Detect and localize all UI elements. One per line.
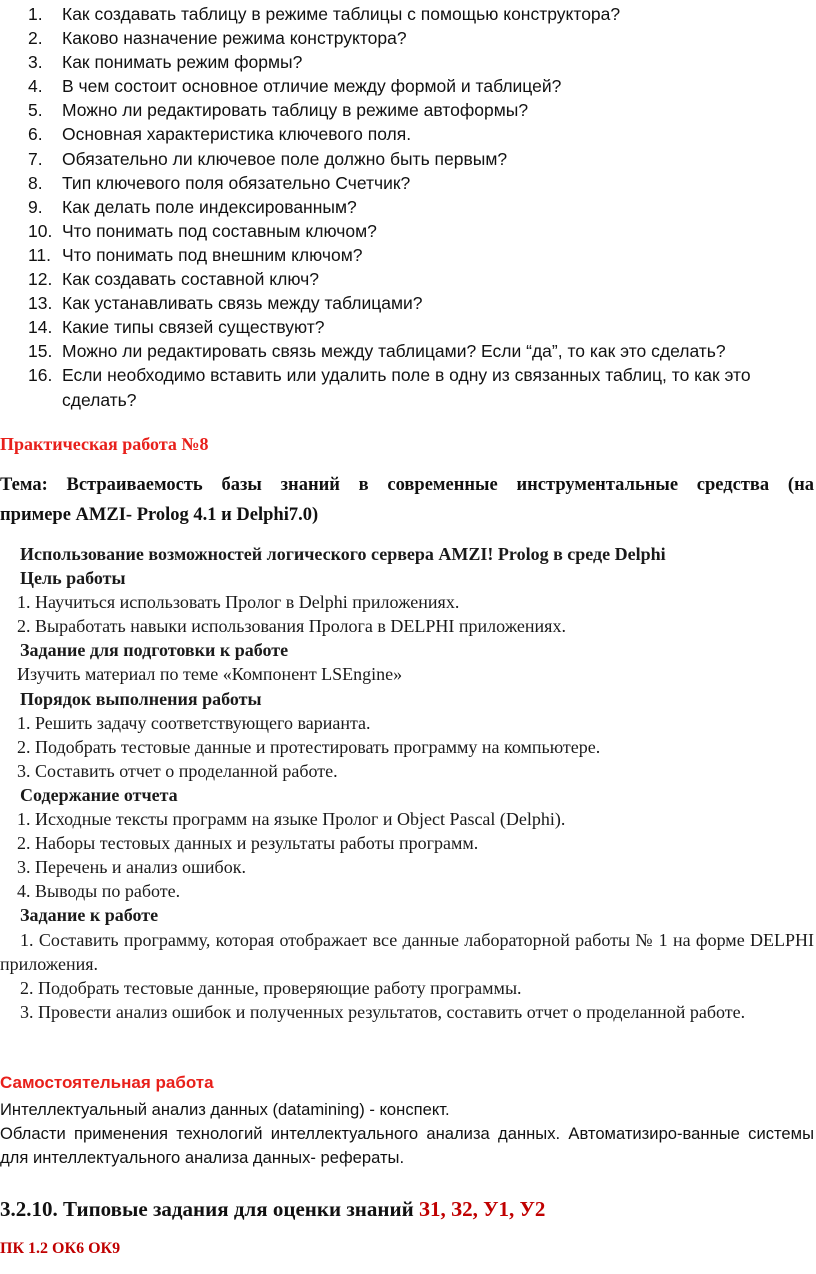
question-number: 11. [28,244,52,265]
question-number: 12. [28,269,53,290]
report-item: 2. Наборы тестовых данных и результаты работы программ. [17,833,479,854]
practical-work-title: Практическая работа №8 [0,434,209,454]
question-text: Тип ключевого поля обязательно Счетчик? [62,172,411,193]
question-number: 13. [28,293,53,314]
report-item: 3. Перечень и анализ ошибок. [17,857,246,878]
question-item [28,339,814,363]
independent-work-title: Самостоятельная работа [0,1073,214,1092]
question-text: Как создавать таблицу в режиме таблицы с помощью конструктора? [62,4,621,24]
question-item [28,363,814,411]
question-number: 2. [28,28,43,49]
order-item: 3. Составить отчет о проделанной работе. [17,760,338,781]
question-text: Если необходимо вставить или удалить поле в одну из связанных таблиц, то как это сделать? [62,365,751,410]
question-item [28,291,814,315]
section-codes: З1, З2, У1, У2 [418,1197,546,1221]
question-text: Что понимать под внешним ключом? [62,244,363,265]
report-heading: Содержание отчета [20,784,178,805]
question-item [28,122,814,146]
task-item: 3. Провести анализ ошибок и полученных результатов, составить отчет о проделанной работе. [20,1001,746,1022]
report-item: 1. Исходные тексты программ на языке Пролог и Object Pascal (Delphi). [17,809,566,830]
prep-text: Изучить материал по теме «Компонент LSEngine» [17,664,403,685]
question-item [28,195,814,219]
task-item: 2. Подобрать тестовые данные, проверяющие работу программы. [20,977,522,998]
practical-work-body [0,542,814,1024]
question-number: 9. [28,196,43,217]
prep-heading: Задание для подготовки к работе [20,640,289,661]
order-heading: Порядок выполнения работы [20,688,262,709]
section-title-text: 3.2.10. Типовые задания для оценки знаний [0,1197,414,1221]
question-text: Каково назначение режима конструктора? [62,28,407,49]
question-text: Как понимать режим формы? [62,52,303,73]
question-text: Основная характеристика ключевого поля. [62,124,412,145]
question-number: 5. [28,100,43,121]
question-item [28,98,814,122]
question-text: Что понимать под составным ключом? [62,220,377,241]
question-item [28,243,814,267]
competency-codes: ПК 1.2 ОК6 ОК9 [0,1240,121,1257]
question-text: Можно ли редактировать связь между таблицами? Если “да”, то как это сделать? [62,341,726,362]
independent-work-body [0,1098,814,1170]
task-heading: Задание к работе [20,905,159,926]
question-number: 1. [28,4,43,24]
question-text: Как устанавливать связь между таблицами? [62,293,423,314]
question-text: Как создавать составной ключ? [62,269,319,290]
question-item [28,315,814,339]
question-number: 8. [28,172,43,193]
task-item: 1. Составить программу, которая отображает все данные лабораторной работы № 1 на форме DELPHI приложения. [0,929,814,974]
question-text: Можно ли редактировать таблицу в режиме автоформы? [62,100,529,121]
question-number: 16. [28,365,53,386]
goal-heading: Цель работы [20,568,126,589]
question-text: Какие типы связей существуют? [62,317,325,338]
independent-line-1: Интеллектуальный анализ данных (datamining) - конспект. [0,1100,450,1119]
question-item [28,219,814,243]
question-item [28,171,814,195]
order-item: 2. Подобрать тестовые данные и протестировать программу на компьютере. [17,736,601,757]
practical-work-topic [0,470,814,530]
question-text: Как делать поле индексированным? [62,196,357,217]
question-item [28,74,814,98]
goal-item: 1. Научиться использовать Пролог в Delphi приложениях. [17,592,460,613]
question-item [28,147,814,171]
question-item [28,2,814,26]
question-number: 15. [28,341,53,362]
topic-line-2: примере AMZI- Prolog 4.1 и Delphi7.0) [0,505,319,525]
question-number: 14. [28,317,53,338]
question-text: Обязательно ли ключевое поле должно быть первым? [62,148,508,169]
report-item: 4. Выводы по работе. [17,881,181,902]
practical-subtitle: Использование возможностей логического сервера AMZI! Prolog в среде Delphi [20,544,666,564]
section-title [0,1197,545,1222]
question-text: В чем состоит основное отличие между формой и таблицей? [62,76,562,97]
question-number: 6. [28,124,43,145]
independent-line-2: Области применения технологий интеллектуального анализа данных. Автоматизиро-ванные системы для интеллектуального анализа данных- рефераты. [0,1124,814,1167]
order-item: 1. Решить задачу соответствующего варианта. [17,712,371,733]
question-number: 7. [28,148,43,169]
question-number: 10. [28,220,53,241]
question-number: 4. [28,76,43,97]
topic-line-1: Тема: Встраиваемость базы знаний в современные инструментальные средства (на [0,475,814,495]
question-item [28,50,814,74]
question-number: 3. [28,52,43,73]
goal-item: 2. Выработать навыки использования Пролога в DELPHI приложениях. [17,616,566,637]
question-list [28,2,814,412]
question-item [28,26,814,50]
question-item [28,267,814,291]
